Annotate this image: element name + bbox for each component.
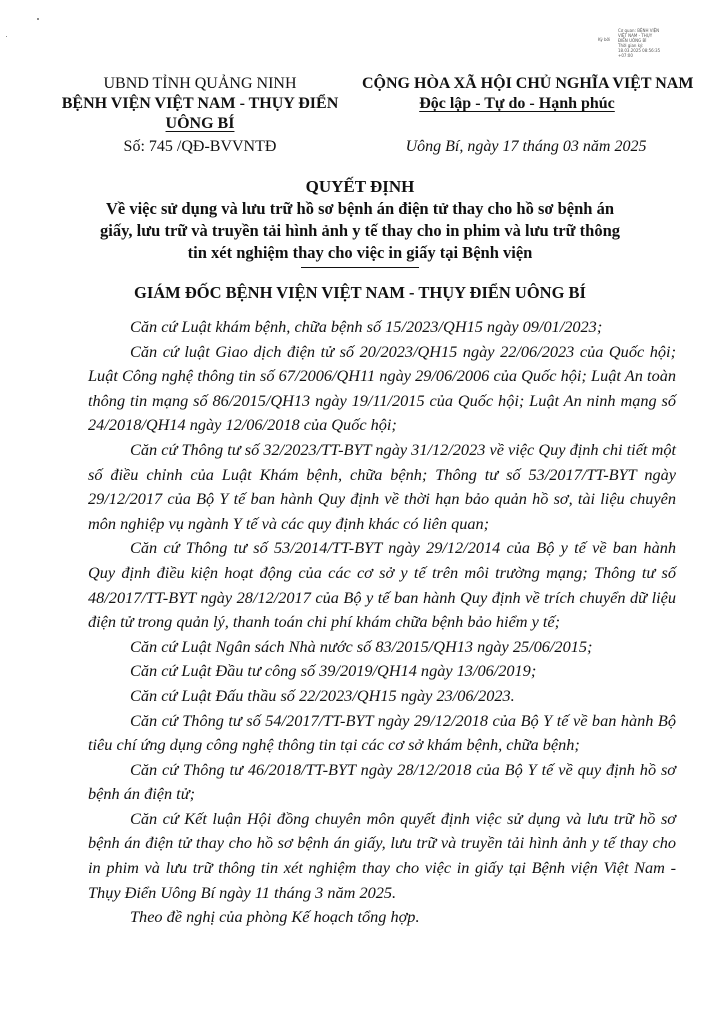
legal-bases	[88, 315, 676, 930]
stamp-line: Thời gian ký:	[618, 43, 644, 48]
scan-speck	[37, 18, 39, 20]
title-divider	[301, 267, 419, 268]
organization-name-line2: UÔNG BÍ	[165, 115, 235, 132]
stamp-line: VIỆT NAM - THỤY	[618, 33, 653, 38]
subject-line: Về việc sử dụng và lưu trữ hồ sơ bệnh án điện tử thay cho hồ sơ bệnh án	[105, 199, 615, 218]
organization-name: BỆNH VIỆN VIỆT NAM - THỤY ĐIỂN	[61, 95, 339, 112]
digital-signature-stamp	[618, 28, 706, 58]
legal-basis-paragraph: Căn cứ Luật Ngân sách Nhà nước số 83/2015/QH13 ngày 25/06/2015;	[130, 636, 593, 656]
subject-line: giấy, lưu trữ và truyền tải hình ảnh y tế thay cho in phim và lưu trữ thông	[99, 221, 620, 240]
legal-basis-paragraph: Căn cứ Thông tư số 54/2017/TT-BYT ngày 29/12/2018 của Bộ Y tế về ban hành Bộ tiêu chí ứng dụng công nghệ thông tin tại các cơ sở khám bệnh, chữa bệnh;	[88, 710, 676, 755]
legal-basis-paragraph: Căn cứ luật Giao dịch điện tử số 20/2023/QH15 ngày 22/06/2023 của Quốc hội; Luật Công nghệ thông tin số 67/2006/QH11 ngày 29/06/2006 của Quốc hội; Luật An toàn thông tin mạng số 86/2015/QH13 ngày 19/11/2015 của Quốc hội; Luật An ninh mạng số 24/2018/QH14 ngày 12/06/2018 của Quốc hội;	[88, 341, 676, 435]
subject-line: tin xét nghiệm thay cho việc in giấy tại Bệnh viện	[187, 243, 533, 262]
stamp-line: +07:00	[618, 53, 633, 58]
issuing-agency-block	[50, 74, 350, 134]
legal-basis-paragraph: Căn cứ Thông tư 46/2018/TT-BYT ngày 28/12/2018 của Bộ Y tế về quy định hồ sơ bệnh án điện tử;	[88, 759, 676, 804]
place-and-date: Uông Bí, ngày 17 tháng 03 năm 2025	[405, 138, 647, 155]
document-title-block	[60, 176, 660, 268]
stamp-line: 18.03.2025 08:56:35	[618, 48, 661, 53]
national-heading-block	[362, 74, 694, 114]
legal-basis-paragraph: Căn cứ Kết luận Hội đồng chuyên môn quyết định việc sử dụng và lưu trữ hồ sơ bệnh án điện tử thay cho hồ sơ bệnh án giấy, lưu trữ và truyền tải hình ảnh y tế thay cho in phim và lưu trữ thông tin xét nghiệm thay cho việc in giấy tại Bệnh viện Việt Nam - Thụy Điển Uông Bí ngày 11 tháng 3 năm 2025.	[88, 808, 676, 902]
document-type: QUYẾT ĐỊNH	[305, 177, 415, 196]
parent-authority: UBND TỈNH QUẢNG NINH	[103, 75, 297, 92]
document-subject	[60, 198, 660, 264]
legal-basis-paragraph: Căn cứ Luật Đầu tư công số 39/2019/QH14 ngày 13/06/2019;	[130, 661, 537, 681]
national-title: CỘNG HÒA XÃ HỘI CHỦ NGHĨA VIỆT NAM	[362, 75, 694, 92]
signature-stamp-label: Ký bởi	[598, 37, 611, 42]
stamp-line: Cơ quan: BỆNH VIỆN	[618, 28, 660, 33]
legal-basis-paragraph: Căn cứ Luật khám bệnh, chữa bệnh số 15/2023/QH15 ngày 09/01/2023;	[130, 317, 603, 336]
stamp-line: ĐIỂN UÔNG BÍ	[618, 38, 647, 43]
national-motto: Độc lập - Tự do - Hạnh phúc	[419, 95, 615, 112]
legal-basis-paragraph: Căn cứ Thông tư số 32/2023/TT-BYT ngày 31/12/2023 về việc Quy định chi tiết một số điều chỉnh của Luật Khám bệnh, chữa bệnh; Thông tư số 53/2017/TT-BYT ngày 29/12/2017 của Bộ Y tế ban hành Quy định về thời hạn bảo quản hồ sơ, tài liệu chuyên môn nghiệp vụ ngành Y tế và các quy định khác có liên quan;	[88, 439, 676, 533]
signing-authority: GIÁM ĐỐC BỆNH VIỆN VIỆT NAM - THỤY ĐIỂN UÔNG BÍ	[134, 283, 586, 302]
document-number: Số: 745 /QĐ-BVVNTĐ	[123, 138, 277, 155]
legal-basis-paragraph: Căn cứ Luật Đấu thầu số 22/2023/QH15 ngày 23/06/2023.	[130, 685, 515, 705]
legal-basis-paragraph: Căn cứ Thông tư số 53/2014/TT-BYT ngày 29/12/2014 của Bộ y tế về ban hành Quy định điều kiện hoạt động của các cơ sở y tế trên môi trường mạng; Thông tư số 48/2017/TT-BYT ngày 28/12/2017 của Bộ y tế ban hành Quy định về trích chuyển dữ liệu điện tử trong quản lý, thanh toán chi phí khám chữa bệnh bảo hiểm y tế;	[88, 538, 676, 632]
scan-speck	[6, 36, 7, 37]
proposal-paragraph: Theo đề nghị của phòng Kế hoạch tổng hợp.	[130, 907, 420, 927]
